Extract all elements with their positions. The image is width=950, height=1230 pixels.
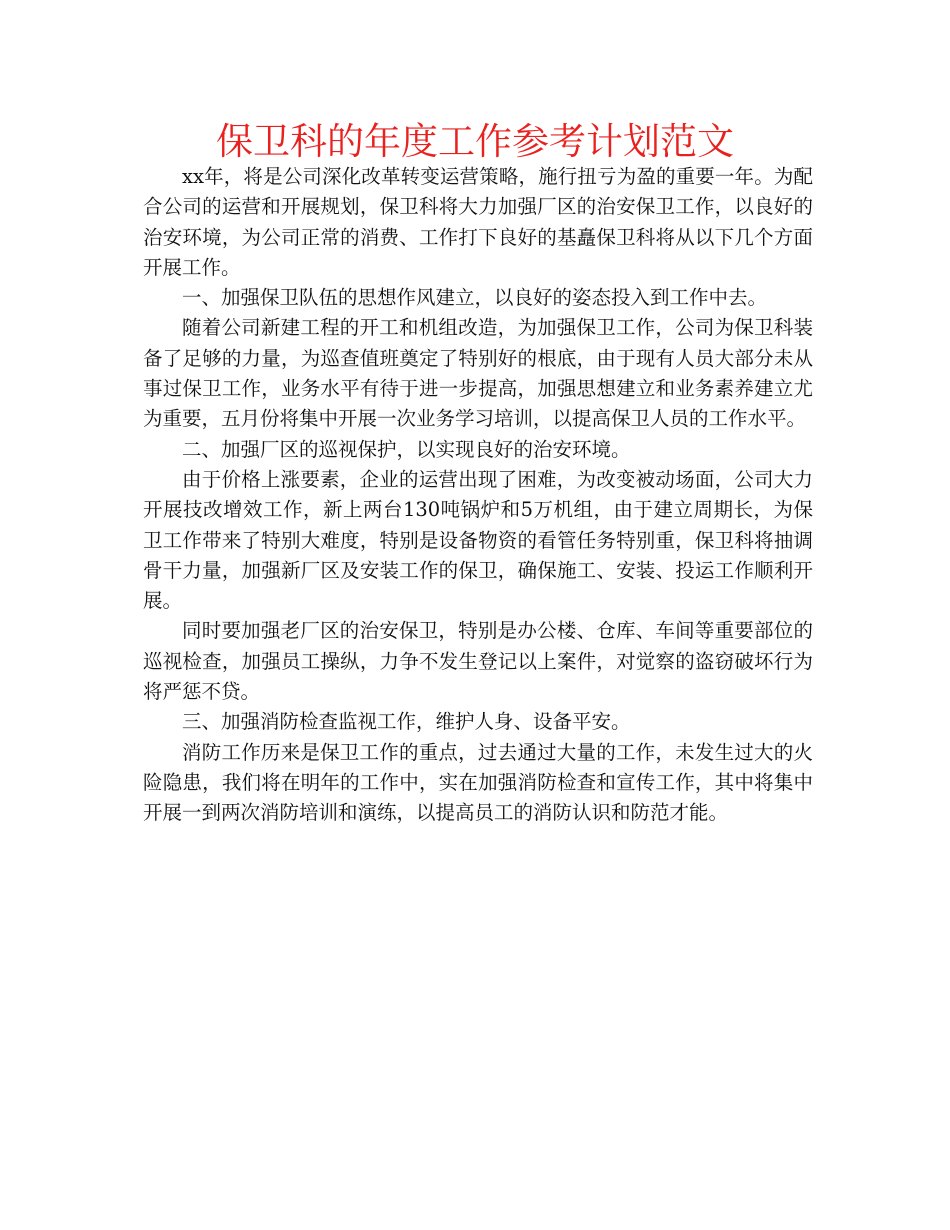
document-title: 保卫科的年度工作参考计划范文 [216, 120, 734, 163]
section-heading-3: 三、加强消防检查监视工作，维护人身、设备平安。 [182, 710, 631, 734]
paragraph-intro: xx年，将是公司深化改革转变运营策略，施行扭亏为盈的重要一年。为配合公司的运营和开展规划，保卫科将大力加强厂区的治安保卫工作，以良好的治安环境，为公司正常的消费、工作打下良好的基矗保卫科将从以下几个方面开展工作。 [143, 165, 813, 279]
section-heading-1: 一、加强保卫队伍的思想作风建立，以良好的姿态投入到工作中去。 [182, 286, 768, 310]
paragraph-section-1: 随着公司新建工程的开工和机组改造，为加强保卫工作，公司为保卫科装备了足够的力量，为巡查值班奠定了特别好的根底，由于现有人员大部分未从事过保卫工作，业务水平有待于进一步提高，加强思想建立和业务素养建立尤为重要，五月份将集中开展一次业务学习培训，以提高保卫人员的工作水平。 [143, 316, 813, 431]
paragraph-section-2a: 由于价格上涨要素，企业的运营出现了困难，为改变被动场面，公司大力开展技改增效工作，新上两台130吨锅炉和5万机组，由于建立周期长，为保卫工作带来了特别大难度，特别是设备物资的看管任务特别重，保卫科将抽调骨干力量，加强新厂区及安装工作的保卫，确保施工、安装、投运工作顺利开展。 [143, 467, 813, 613]
document-body [143, 162, 813, 829]
paragraph-section-2b: 同时要加强老厂区的治安保卫，特别是办公楼、仓库、车间等重要部位的巡视检查，加强员工操纵，力争不发生登记以上案件，对觉察的盗窃破坏行为将严惩不贷。 [143, 619, 813, 704]
paragraph-section-3: 消防工作历来是保卫工作的重点，过去通过大量的工作，未发生过大的火险隐患，我们将在明年的工作中，实在加强消防检查和宣传工作，其中将集中开展一到两次消防培训和演练，以提高员工的消防认识和防范才能。 [143, 740, 813, 825]
section-heading-2: 二、加强厂区的巡视保护，以实现良好的治安环境。 [182, 437, 631, 461]
